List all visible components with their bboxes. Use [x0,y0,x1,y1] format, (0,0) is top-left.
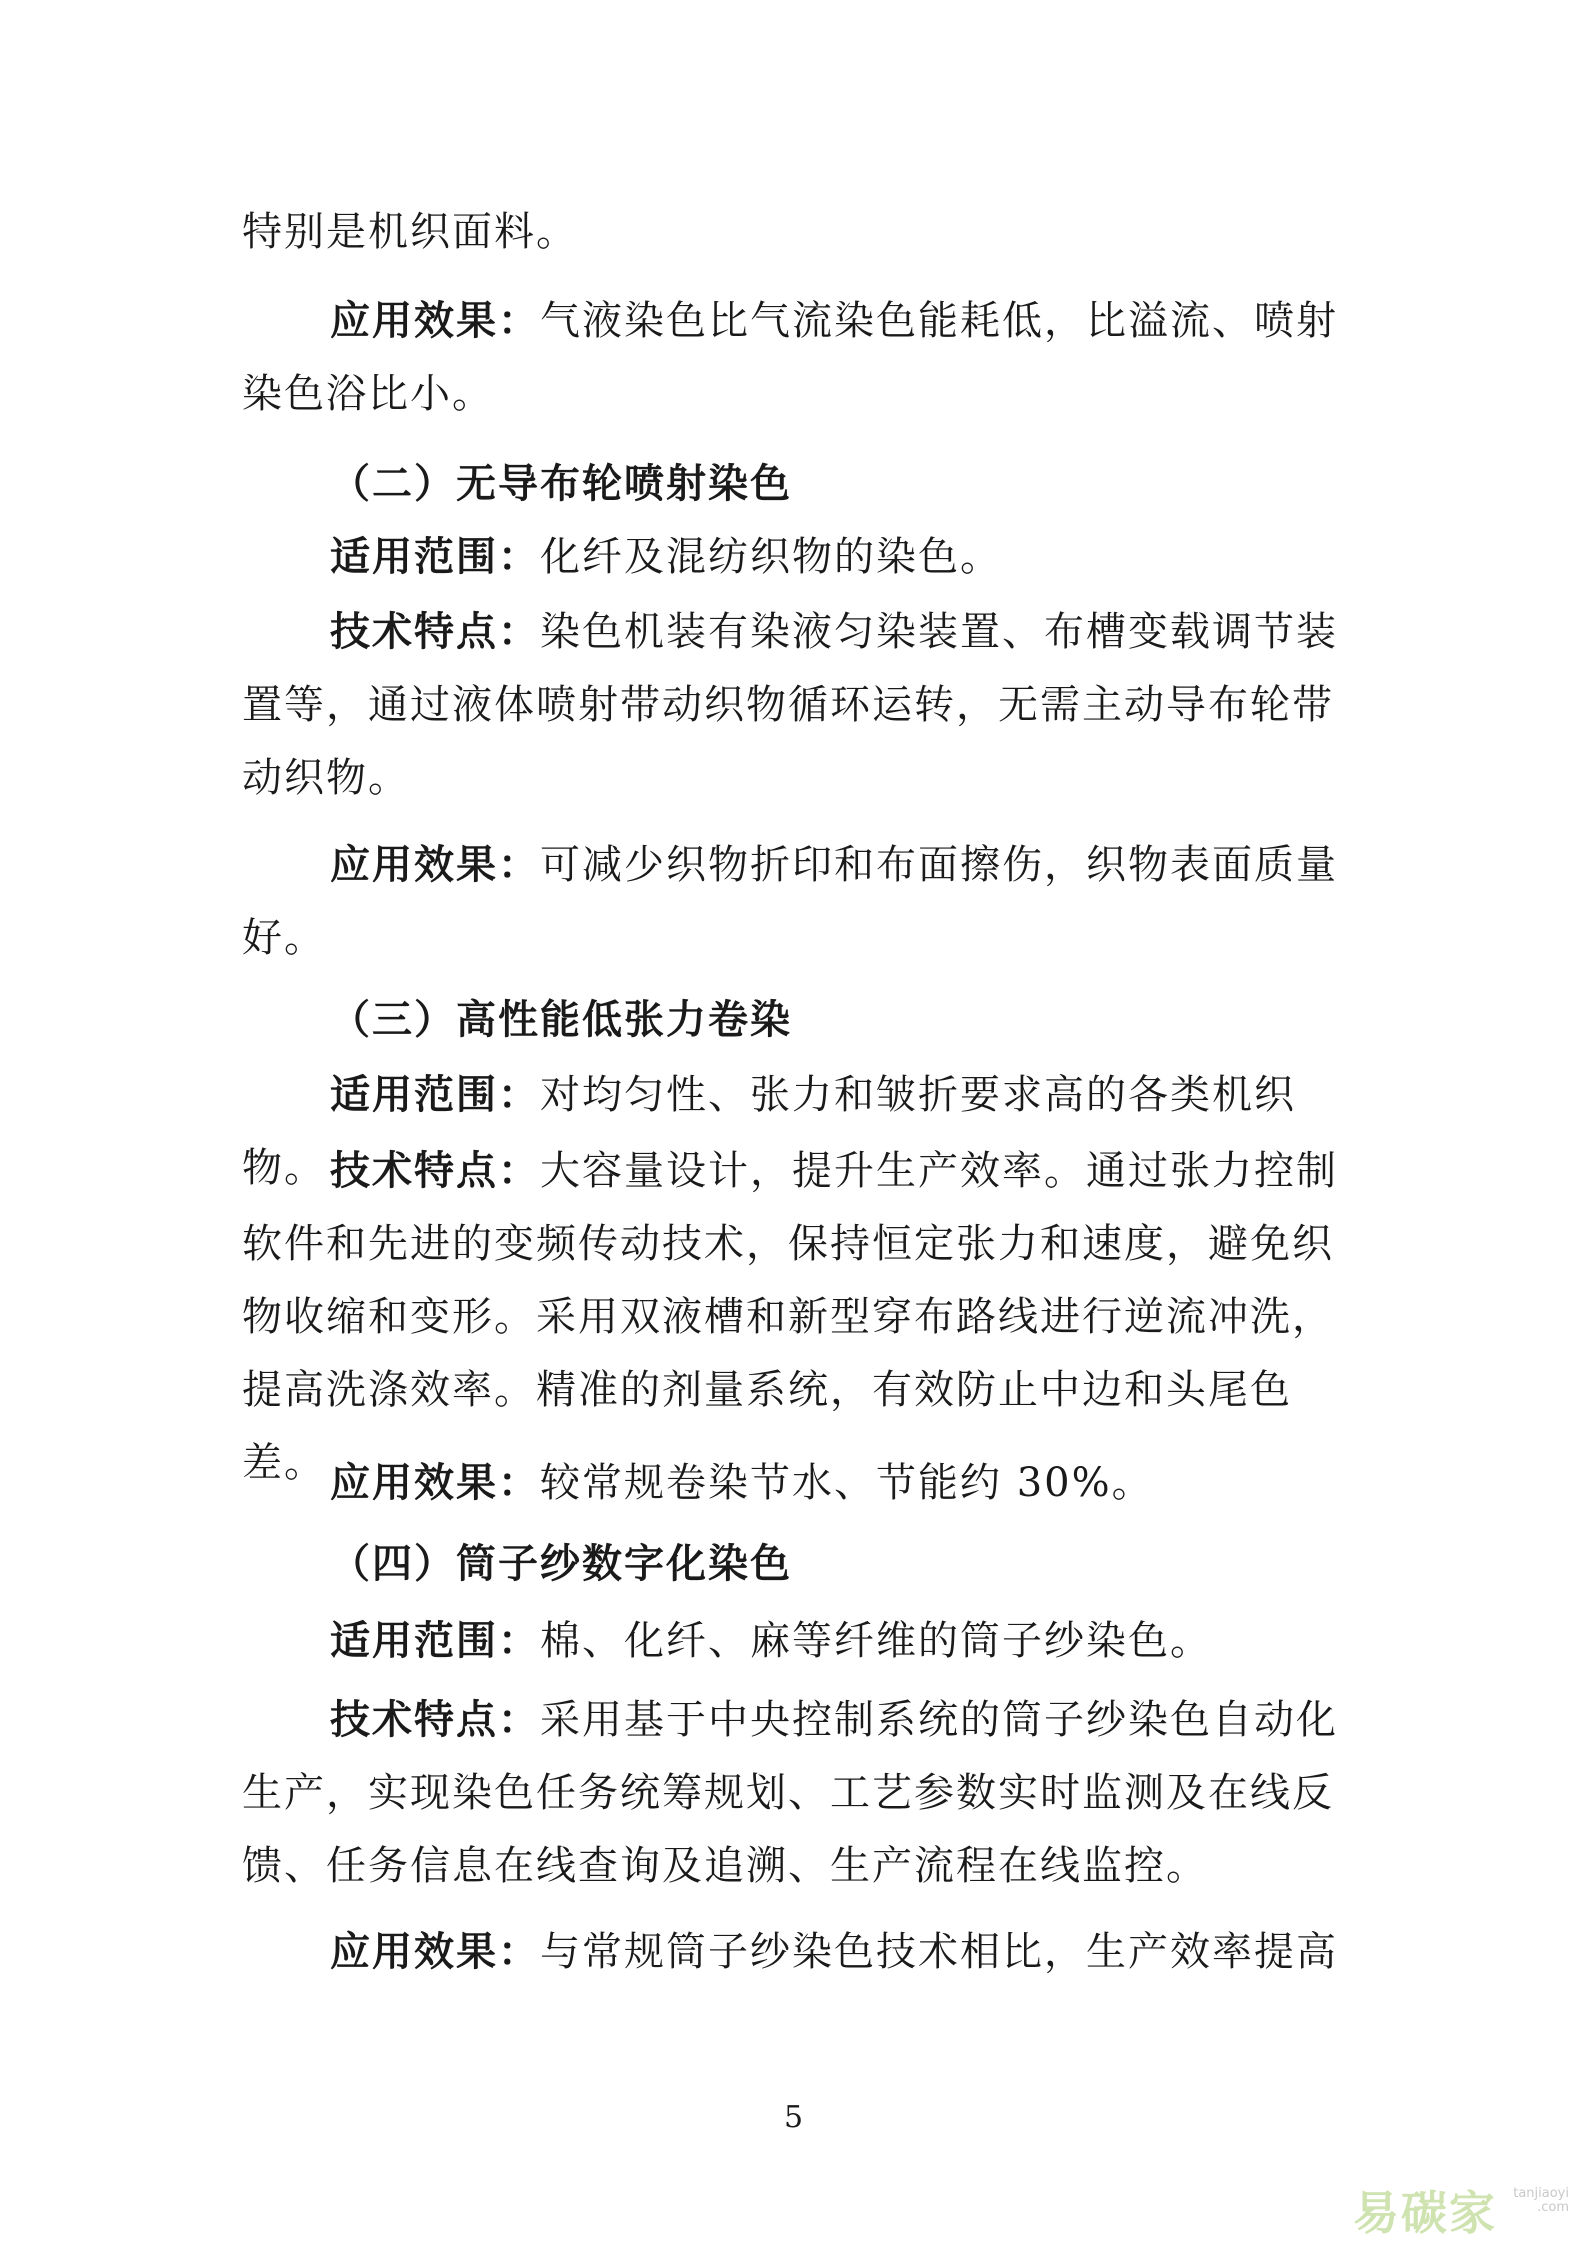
paragraph-body: 较常规卷染节水、节能约 30%。 [540,1460,1154,1506]
paragraph-body: 采用基于中央控制系统的筒子纱染色自动化生产，实现染色任务统筹规划、工艺参数实时监测及在线反馈、任务信息在线查询及追溯、生产流程在线监控。 [242,1697,1338,1889]
paragraph-body: 染色机装有染液匀染装置、布槽变载调节装置等，通过液体喷射带动织物循环运转，无需主动导布轮带动织物。 [242,609,1338,801]
paragraph-lead: 适用范围： [330,533,540,580]
paragraph-application-effect-4 [242,1915,1352,1989]
watermark-text: 易碳家 [1353,2186,1497,2240]
paragraph-body: 与常规筒子纱染色技术相比，生产效率提高 [540,1929,1338,1975]
page-number: 5 [783,2100,804,2135]
watermark-domain-line2: .com [1537,2200,1569,2215]
paragraph-features-4 [242,1683,1352,1903]
paragraph-application-effect-3 [242,1446,1352,1520]
watermark-domain [1513,2187,1569,2215]
paragraph-application-effect-2 [242,828,1352,975]
section-heading-2: （二）无导布轮喷射染色 [330,460,792,507]
paragraph-body: 化纤及混纺织物的染色。 [540,534,1002,580]
paragraph-lead: 应用效果： [330,1928,540,1975]
paragraph-scope-2 [242,520,1352,594]
paragraph-lead: 应用效果： [330,841,540,888]
section-heading-3: （三）高性能低张力卷染 [330,996,792,1043]
paragraph-body: 气液染色比气流染色能耗低，比溢流、喷射染色浴比小。 [242,298,1338,417]
paragraph-application-effect-1 [242,284,1352,431]
paragraph-lead: 适用范围： [330,1617,540,1664]
paragraph-scope-4 [242,1604,1352,1678]
paragraph-lead: 技术特点： [330,1696,540,1743]
paragraph-body: 大容量设计，提升生产效率。通过张力控制软件和先进的变频传动技术，保持恒定张力和速度，避免织物收缩和变形。采用双液槽和新型穿布路线进行逆流冲洗，提高洗涤效率。精准的剂量系统，有效防止中边和头尾色差。 [242,1148,1338,1486]
paragraph-lead: 技术特点： [330,608,540,655]
section-heading-4: （四）筒子纱数字化染色 [330,1540,792,1587]
watermark-logo [1353,2177,1573,2241]
paragraph-continuation: 特别是机织面料。 [242,209,578,255]
paragraph-lead: 技术特点： [330,1147,540,1194]
paragraph-body: 对均匀性、张力和皱折要求高的各类机织物。 [242,1072,1296,1191]
paragraph-lead: 应用效果： [330,297,540,344]
watermark-domain-line1: tanjiaoyi [1513,2186,1569,2201]
paragraph-body: 棉、化纤、麻等纤维的筒子纱染色。 [540,1618,1212,1664]
paragraph-body: 可减少织物折印和布面擦伤，织物表面质量好。 [242,842,1338,961]
paragraph-lead: 应用效果： [330,1459,540,1506]
paragraph-features-2 [242,595,1352,815]
paragraph-lead: 适用范围： [330,1071,540,1118]
